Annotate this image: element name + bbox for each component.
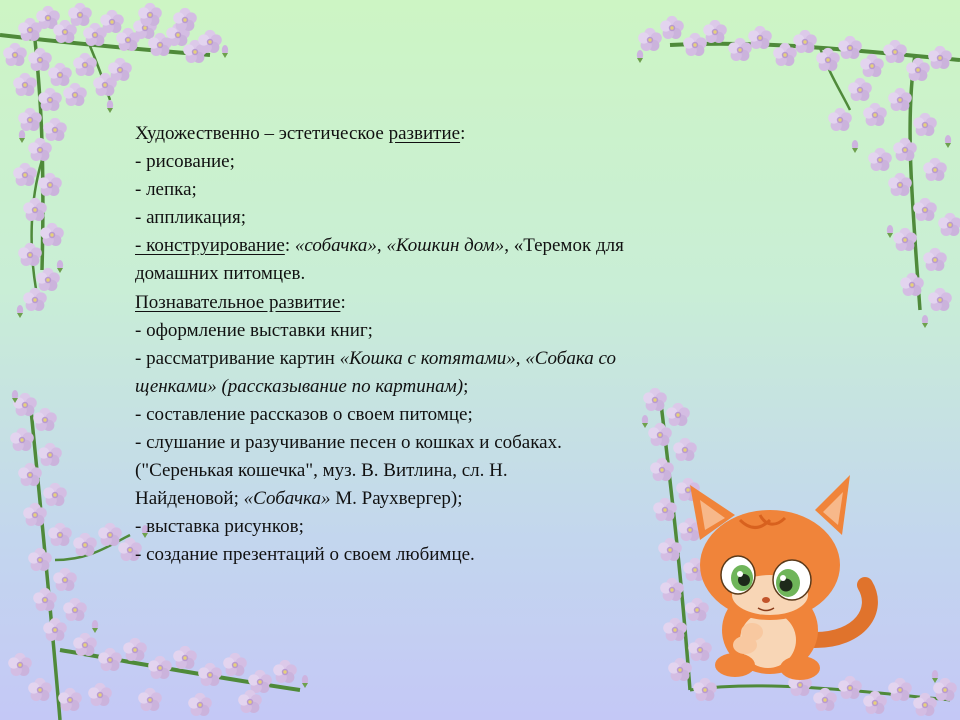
list-item: - оформление выставки книг;	[135, 319, 373, 341]
heading-art-development: Художественно – эстетическое развитие:	[135, 123, 466, 144]
list-item: - аппликация;	[135, 207, 246, 229]
list-item: - лепка;	[135, 179, 197, 201]
list-item-continuation: щенками» (рассказывание по картинам);	[135, 375, 469, 397]
list-item: - слушание и разучивание песен о кошках и собаках.	[135, 432, 562, 454]
list-item-continuation: ("Серенькая кошечка", муз. В. Витлина, сл. Н.	[135, 460, 508, 482]
list-item: - составление рассказов о своем питомце;	[135, 403, 473, 425]
activity-list	[135, 120, 795, 570]
list-item: - рисование;	[135, 151, 235, 173]
list-item: - рассматривание картин «Кошка с котятами», «Собака со	[135, 347, 616, 369]
list-item-continuation: домашних питомцев.	[135, 263, 306, 285]
list-item-continuation: Найденовой; «Собачка» М. Раухвергер);	[135, 488, 463, 510]
heading-cognitive-development: Познавательное развитие:	[135, 291, 346, 313]
list-item: - выставка рисунков;	[135, 516, 304, 538]
list-item: - конструирование: «собачка», «Кошкин дом», «Теремок для	[135, 235, 624, 257]
list-item: - создание презентаций о своем любимце.	[135, 544, 475, 566]
